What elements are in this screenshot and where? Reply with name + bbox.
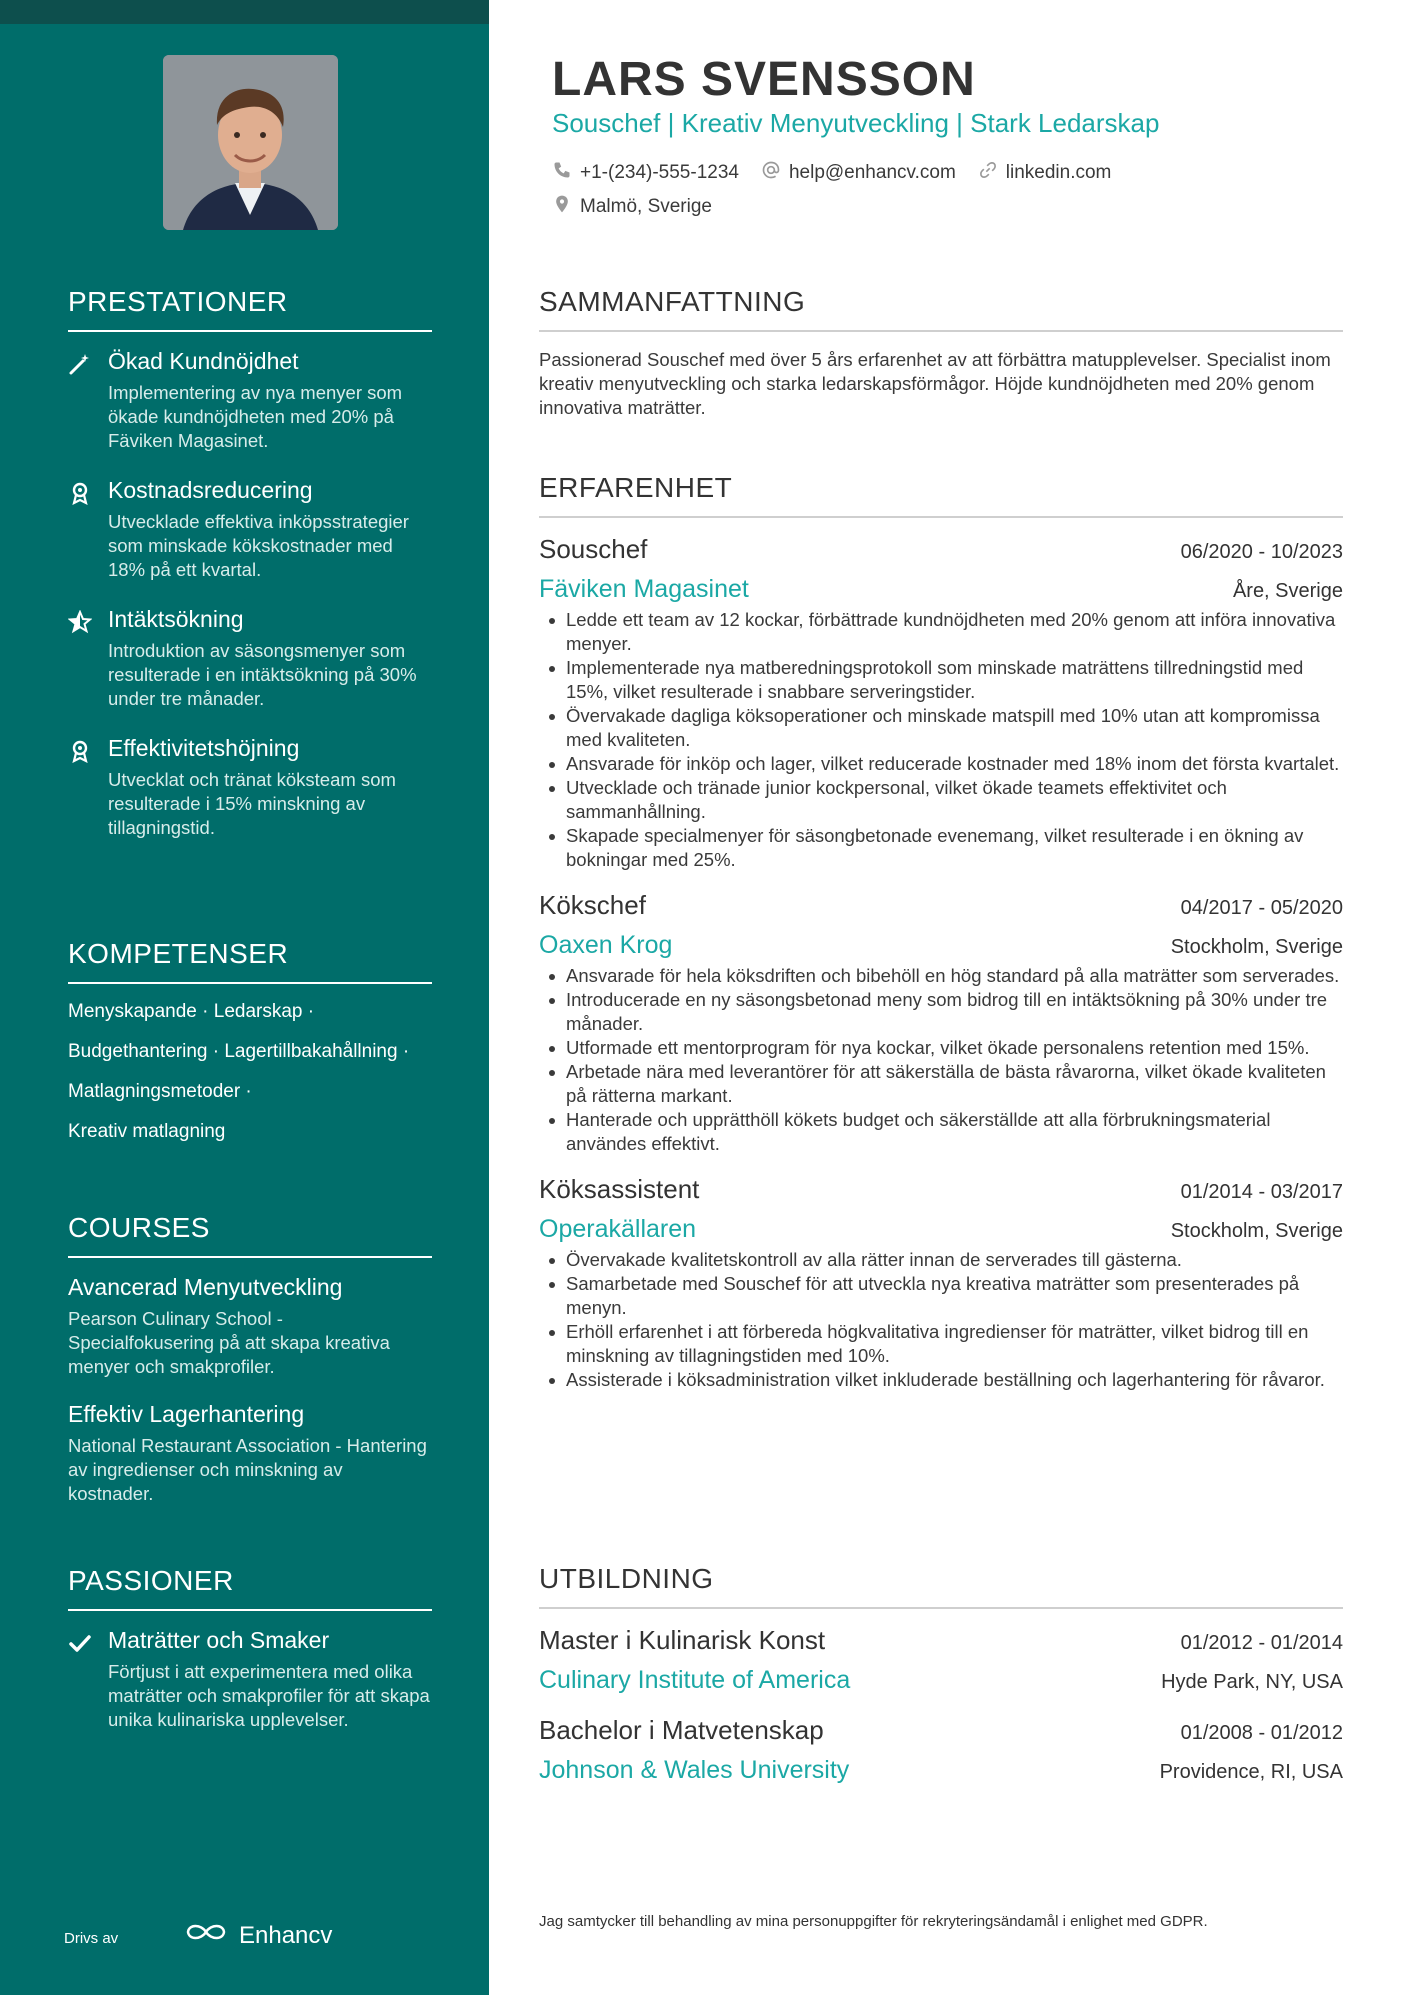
job-dates: 06/2020 - 10/2023 [1180,541,1343,563]
education-entry [539,1715,1343,1785]
job-company: Oaxen Krog [539,931,673,959]
degree-title: Master i Kulinarisk Konst [539,1625,826,1655]
job-company: Fäviken Magasinet [539,575,749,603]
candidate-name: LARS SVENSSON [552,53,976,106]
experience-title: ERFARENHET [539,472,1343,518]
bullet-item: Arbetade nära med leverantörer för att säkerställa de bästa råvarorna, vilket ökade kvaliteten på rätterna markant. [539,1060,1343,1108]
courses-section [68,1212,432,1528]
summary-text: Passionerad Souschef med över 5 års erfarenhet av att förbättra matupplevelser. Specialist inom kreativ menyutveckling och starka ledarskapsförmågor. Höjde kundnöjdheten med 20% genom innovativa maträtter. [539,349,1331,418]
job-location: Åre, Sverige [1232,580,1343,602]
bullet-item: Övervakade dagliga köksoperationer och minskade matspill med 10% utan att kompromissa med kvaliteten. [539,704,1343,752]
course-item [68,1401,432,1506]
job-entry [539,890,1343,1156]
job-location: Stockholm, Sverige [1170,1220,1343,1242]
school-location: Providence, RI, USA [1159,1761,1343,1783]
sidebar [0,0,489,1995]
job-dates: 01/2014 - 03/2017 [1180,1181,1343,1203]
course-desc: Pearson Culinary School - Specialfokusering på att skapa kreativa menyer och smakprofiler. [68,1308,390,1377]
passion-desc: Förtjust i att experimentera med olika maträtter och smakprofiler för att skapa unika kulinariska upplevelser. [108,1661,430,1730]
course-desc: National Restaurant Association - Hantering av ingredienser och minskning av kostnader. [68,1435,427,1504]
job-company: Operakällaren [539,1215,697,1243]
achievement-item [68,477,432,582]
job-title: Kökschef [539,890,646,920]
achievement-desc: Introduktion av säsongsmenyer som resulterade i en intäktsökning på 30% under tre månader. [108,640,417,709]
job-bullets [539,1248,1343,1392]
bullet-item: Utvecklade och tränade junior kockpersonal, vilket ökade teamets effektivitet och sammanhållning. [539,776,1343,824]
sidebar-top-bar [0,0,489,24]
job-bullets [539,608,1343,872]
bullet-item: Samarbetade med Souschef för att utveckla nya kreativa maträtter som presenterades på menyn. [539,1272,1343,1320]
enhancv-logo-text: Enhancv [239,1921,333,1949]
job-title: Köksassistent [539,1174,700,1204]
passions-title: PASSIONER [68,1565,432,1611]
award-icon [68,739,92,763]
skills-section [68,938,432,1160]
bullet-item: Hanterade och upprätthöll kökets budget och säkerställde att alla förbrukningsmaterial användes effektivt. [539,1108,1343,1156]
achievements-title: PRESTATIONER [68,286,432,332]
bullet-item: Introducerade en ny säsongsbetonad meny som bidrog till en intäktsökning på 30% under tre månader. [539,988,1343,1036]
education-dates: 01/2012 - 01/2014 [1180,1632,1343,1654]
achievement-desc: Utvecklat och tränat köksteam som resulterade i 15% minskning av tillagningstid. [108,769,396,838]
enhancv-logo-icon [183,1920,229,1951]
contact-email[interactable] [761,160,956,186]
passion-item [68,1627,432,1732]
achievement-item [68,348,432,453]
bullet-item: Ledde ett team av 12 kockar, förbättrade kundnöjdheten med 20% genom att införa innovativa menyer. [539,608,1343,656]
job-bullets [539,964,1343,1156]
course-title: Effektiv Lagerhantering [68,1401,305,1427]
summary-section [539,286,1343,420]
bullet-item: Ansvarade för inköp och lager, vilket reducerade kostnader med 18% inom det första kvartalet. [539,752,1343,776]
school-name: Johnson & Wales University [539,1756,850,1784]
bullet-item: Implementerade nya matberedningsprotokoll som minskade maträttens tillredningstid med 15%, vilket resulterade i snabbare serveringstider. [539,656,1343,704]
achievement-desc: Utvecklade effektiva inköpsstrategier som minskade kökskostnader med 18% på ett kvartal. [108,511,409,580]
job-title: Souschef [539,534,648,564]
location-text: Malmö, Sverige [580,196,712,217]
achievement-title: Ökad Kundnöjdhet [108,348,299,374]
profile-photo [163,55,338,230]
achievement-title: Intäktsökning [108,606,244,632]
enhancv-logo[interactable] [183,1920,332,1951]
contact-phone[interactable] [552,160,739,186]
gdpr-consent: Jag samtycker till behandling av mina personuppgifter för rekryteringsändamål i enlighet med GDPR. [539,1913,1208,1930]
job-entry [539,1174,1343,1392]
contact-linkedin[interactable] [978,160,1112,186]
experience-section [539,472,1343,1410]
education-entry [539,1625,1343,1695]
achievement-desc: Implementering av nya menyer som ökade kundnöjdheten med 20% på Fäviken Magasinet. [108,382,403,451]
at-icon [761,160,781,186]
job-location: Stockholm, Sverige [1170,936,1343,958]
passion-title: Maträtter och Smaker [108,1627,330,1653]
skills-line: Kreativ matlagning [68,1121,226,1142]
summary-title: SAMMANFATTNING [539,286,1343,332]
phone-text: +1-(234)-555-1234 [580,162,739,183]
link-icon [978,160,998,186]
achievements-section [68,286,432,864]
job-dates: 04/2017 - 05/2020 [1180,897,1343,919]
school-location: Hyde Park, NY, USA [1161,1671,1343,1693]
magic-wand-icon [68,352,92,376]
courses-title: COURSES [68,1212,432,1258]
contact-location [552,194,712,220]
education-section [539,1563,1343,1805]
school-name: Culinary Institute of America [539,1666,851,1694]
bullet-item: Ansvarade för hela köksdriften och bibehöll en hög standard på alla maträtter som serverades. [539,964,1343,988]
bullet-item: Skapade specialmenyer för säsongbetonade evenemang, vilket resulterade i en ökning av bokningar med 25%. [539,824,1343,872]
course-item [68,1274,432,1379]
achievement-item [68,606,432,711]
award-icon [68,481,92,505]
star-half-icon [68,610,92,634]
skills-title: KOMPETENSER [68,938,432,984]
achievement-title: Kostnadsreducering [108,477,313,503]
contact-info [552,160,1352,228]
skills-line: Budgethantering · Lagertillbakahållning · [68,1041,410,1062]
email-text: help@enhancv.com [788,162,956,183]
degree-title: Bachelor i Matvetenskap [539,1715,824,1745]
job-entry [539,534,1343,872]
bullet-item: Utformade ett mentorprogram för nya kockar, vilket ökade personalens retention med 15%. [539,1036,1343,1060]
phone-icon [552,160,572,186]
skills-line: Menyskapande · Ledarskap · [68,1001,315,1022]
skills-line: Matlagningsmetoder · [68,1081,252,1102]
achievement-item [68,735,432,840]
powered-by-label: Drivs av [64,1930,119,1947]
bullet-item: Assisterade i köksadministration vilket inkluderade beställning och lagerhantering för råvaror. [539,1368,1343,1392]
passions-section [68,1565,432,1756]
bullet-item: Erhöll erfarenhet i att förbereda högkvalitativa ingredienser för maträtter, vilket bidrog till en minskning av tillagningstiden med 10%. [539,1320,1343,1368]
achievement-title: Effektivitetshöjning [108,735,300,761]
linkedin-text: linkedin.com [1005,162,1112,183]
candidate-headline: Souschef | Kreativ Menyutveckling | Stark Ledarskap [552,108,1160,138]
check-icon [68,1631,92,1655]
education-title: UTBILDNING [539,1563,1343,1609]
bullet-item: Övervakade kvalitetskontroll av alla rätter innan de serverades till gästerna. [539,1248,1343,1272]
education-dates: 01/2008 - 01/2012 [1180,1722,1343,1744]
location-pin-icon [552,194,572,220]
course-title: Avancerad Menyutveckling [68,1274,343,1300]
